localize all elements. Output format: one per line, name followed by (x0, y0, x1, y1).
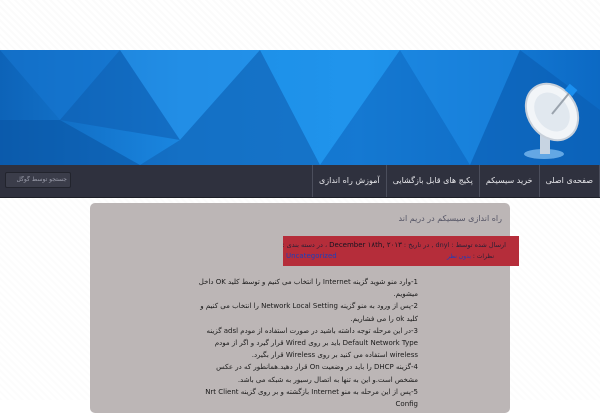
nav-item-buy[interactable]: خرید سیسیکم (479, 165, 539, 197)
post-category-link[interactable]: Uncategorized (286, 252, 337, 260)
search-input[interactable] (5, 172, 71, 188)
post-paragraph: 3-در این مرحله توجه داشته باشید در صورت استفاده از مودم adsl گزینه Default Network Type باید بر روی Wired قرار گیرد و اگر از مودم wireless استفاده می کنید بر روی Wireless قرار بگیرد. (206, 326, 418, 360)
post-comments-line: نظرات : بدون نظر (446, 253, 494, 260)
post-title[interactable]: راه اندازی سیسیکم در دریم اند (398, 214, 502, 223)
satellite-dish-icon (522, 74, 586, 162)
post-paragraph: 5-پس از این مرحله به منو Internet بازگشته و بر روی گزینه Nrt Client Config (205, 387, 418, 409)
post-paragraph: 4-گزینه DHCP را باید در وضعیت On قرار دهید.همانطور که در عکس مشخص است.و این به تنها به اتصال رسیور به شبکه می باشد. (216, 363, 418, 384)
header-banner (0, 50, 600, 165)
banner-pattern (0, 50, 600, 165)
main-nav (0, 165, 600, 198)
post-author[interactable]: dnyl (435, 241, 450, 249)
post-date: December ۱۸th, ۲۰۱۳ (329, 241, 402, 249)
in-category-label: در دسته بندی (286, 241, 323, 249)
nav-item-packages[interactable]: پکیج های قابل بازگشایی (386, 165, 479, 197)
sent-by-label: ارسال شده توسط (455, 241, 506, 249)
nav-item-home[interactable]: صفحه‌ی اصلی (539, 165, 600, 197)
comments-link[interactable]: بدون نظر (446, 253, 471, 260)
comments-label: نظرات (476, 253, 494, 260)
post-meta-line: ارسال شده توسط : dnyl , در تاریخ : December ۱۸th, ۲۰۱۳ ، در دسته بندی : (282, 241, 506, 249)
on-date-label: در تاریخ (408, 241, 430, 249)
post-paragraph: 1-وارد منو شوید گزینه Internet را انتخاب می کنیم و توسط کلید OK داخل میشویم. (198, 278, 418, 299)
post-body (196, 276, 418, 410)
top-strip (0, 0, 600, 50)
nav-item-setup-guide[interactable]: آموزش راه اندازی (312, 165, 386, 197)
post-paragraph: 2-پس از ورود به منو گزینه Network Local Setting را انتخاب می کنیم و کلید ok را می فشاریم. (200, 302, 418, 323)
